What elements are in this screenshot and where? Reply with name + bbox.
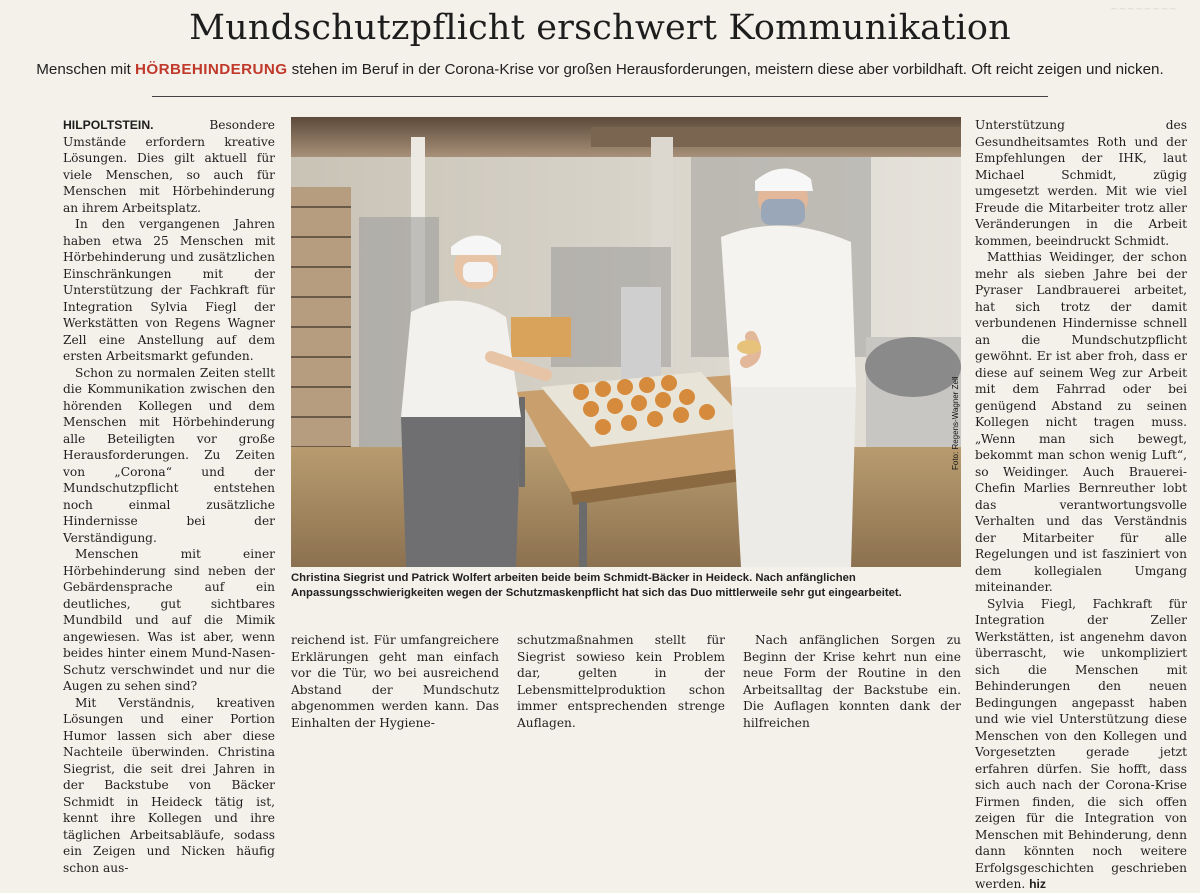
headline-rule — [152, 96, 1048, 97]
subline-highlight: HÖRBEHINDERUNG — [135, 61, 288, 78]
paragraph: Schon zu normalen Zeiten stellt die Kommunikation zwischen den hörenden Kollegen und dem Menschen mit Hörbehinderung alle Beteiligten vor große Herausforderungen. Zu Zeiten von „Corona“ und der Mundschutzpflicht entstehen noch einmal zusätzliche Hindernisse bei der Verständigung. — [63, 365, 275, 545]
article-photo — [291, 117, 961, 567]
article-headline: Mundschutzpflicht erschwert Kommunikation — [189, 8, 1011, 48]
paragraph — [975, 596, 1187, 893]
paragraph: Menschen mit einer Hörbehinderung sind neben der Gebärdensprache auf ein deutliches, gut sichtbares Mundbild und auf die Mimik angewiesen. Was ist aber, wenn beides hinter einem Mund-Nasen-Schutz verschwindet und nur die Augen zu sehen sind? — [63, 547, 275, 693]
column-4 — [743, 632, 961, 730]
dateline: HILPOLTSTEIN. — [63, 118, 154, 132]
paragraph-text: Sylvia Fiegl, Fachkraft für Integration der Zeller Werkstätten, ist angenehm davon überrascht, wie unkompliziert sich die Menschen mit Behinderungen den neuen Bedingungen angepasst haben und wie viel Unterstützung diese Menschen von den Kollegen und Vorgesetzten gerade jetzt erfahren dürfen. Sie hofft, dass sich auch nach der Corona-Krise Firmen finden, die sich offen zeigen für die Integration von Menschen mit Behinderung, denn dann könnten noch weitere Erfolgsgeschichten geschrieben werden. — [975, 596, 1187, 891]
paragraph: reichend ist. Für umfangreichere Erklärungen geht man einfach vor die Tür, wo bei ausreichend Abstand der Mundschutz abgenommen werden kann. Das Einhalten der Hygiene- — [291, 633, 499, 730]
subline-text-start: Menschen mit — [36, 61, 136, 78]
photo-credit: Foto: Regens-Wagner Zell — [951, 376, 960, 470]
author-initials: hiz — [1029, 877, 1047, 891]
column-1 — [63, 117, 275, 875]
column-3 — [517, 632, 725, 730]
paragraph: schutzmaßnahmen stellt für Siegrist sowieso kein Problem dar, gelten in der Lebensmittelproduktion schon immer entsprechenden strenge Auflagen. — [517, 633, 725, 730]
photo-caption: Christina Siegrist und Patrick Wolfert arbeiten beide beim Schmidt-Bäcker in Heideck. Nach anfänglichen Anpassungsschwierigkeiten wegen der Schutzmaskenpflicht hat sich das Duo mittlerweile sehr gut eingearbeitet. — [291, 572, 902, 599]
column-2 — [291, 632, 499, 730]
paragraph: Mit Verständnis, kreativen Lösungen und einer Portion Humor lassen sich aber diese Nachteile überwinden. Christina Siegrist, die seit drei Jahren in der Backstube von Bäcker Schmidt in Heideck tätig ist, kennt ihre Kollegen und ihre täglichen Arbeitsabläufe, sodass ein Zeigen und Nicken häufig schon aus- — [63, 695, 275, 875]
paragraph: Matthias Weidinger, der schon mehr als sieben Jahre bei der Pyraser Landbrauerei arbeitet, hat sich trotz der damit verbundenen Hindernisse schnell an die Mundschutzpflicht gewöhnt. Er ist aber froh, dass er diese auf seinem Weg zur Arbeit mit dem Fahrrad oder bei genügend Abstand zu seinen Kollegen nicht tragen muss. „Wenn man sich bewegt, bekommt man schon wenig Luft“, so Weidinger. Auch Brauerei-Chefin Marlies Bernreuther lobt das verantwortungsvolle Verhalten und das Verständnis der Mitarbeiter für alle Regelungen und ist fasziniert von dem kollegialen Umgang miteinander. — [975, 250, 1187, 594]
paragraph-text: Besondere Umstände erfordern kreative Lösungen. Dies gilt aktuell für viele Menschen, so auch für Menschen mit Hörbehinderung an ihrem Arbeitsplatz. — [63, 118, 275, 215]
column-5 — [975, 117, 1187, 891]
bleed-through-text: ~~~~~~~~ — [1110, 4, 1178, 15]
paragraph: In den vergangenen Jahren haben etwa 25 Menschen mit Hörbehinderung und zusätzlichen Einschränkungen mit der Unterstützung der Fachkraft für Integration Sylvia Fiegl der Werkstätten von Regens Wagner Zell eine Anstellung auf dem ersten Arbeitsmarkt gefunden. — [63, 217, 275, 363]
paragraph: Unterstützung des Gesundheitsamtes Roth und der Empfehlungen der IHK, laut Michael Schmidt, zügig umgesetzt werden. Mit wie viel Freude die Mitarbeiter trotz aller Veränderungen in die Arbeit kommen, beeindruckt Schmidt. — [975, 118, 1187, 248]
subline-text-end: stehen im Beruf in der Corona-Krise vor großen Herausforderungen, meistern diese aber vorbildhaft. Oft reicht zeigen und nicken. — [287, 61, 1164, 78]
paragraph: Nach anfänglichen Sorgen zu Beginn der Krise kehrt nun eine neue Form der Routine in den Arbeitsalltag der Backstube ein. Die Auflagen konnten dank der hilfreichen — [743, 633, 961, 730]
paragraph — [63, 117, 275, 216]
bakery-photo-illustration — [291, 117, 961, 567]
article-subline — [0, 61, 1200, 78]
